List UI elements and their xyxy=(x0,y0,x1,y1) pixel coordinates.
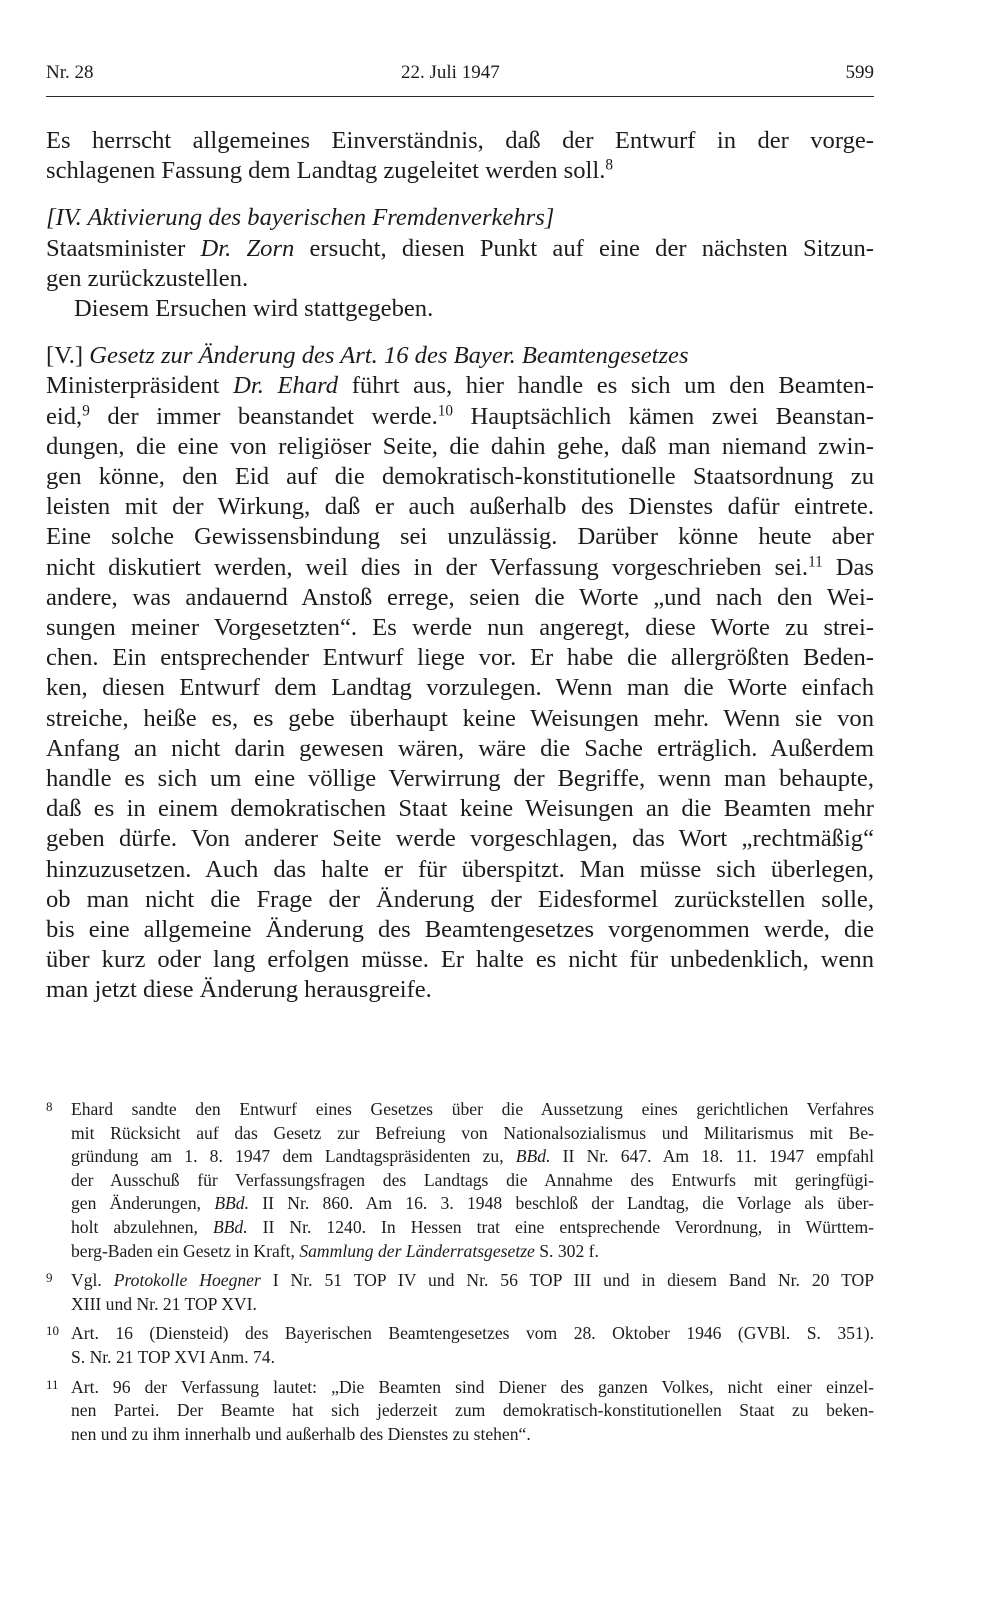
document-date: 22. Juli 1947 xyxy=(401,62,500,83)
main-text xyxy=(46,126,874,1023)
page-number: 599 xyxy=(845,62,874,83)
section-v-heading: [V.] Gesetz zur Änderung des Art. 16 des Bayer. Beamtengesetzes xyxy=(46,342,689,370)
footnote-number: 10 xyxy=(46,1323,59,1339)
running-header xyxy=(46,58,874,98)
text-line: ob man nicht die Frage der Änderung der Eidesformel zurückstellen solle, xyxy=(46,885,874,913)
text-line: Eine solche Gewissensbindung sei unzulässig. Darüber könne heute aber xyxy=(46,523,874,551)
section-iv-heading: [IV. Aktivierung des bayerischen Fremdenverkehrs] xyxy=(46,204,555,232)
text-line: über kurz oder lang erfolgen müsse. Er halte es nicht für unbedenklich, wenn xyxy=(46,946,874,974)
text-line: andere, was andauernd Anstoß errege, seien die Worte „und nach den Wei- xyxy=(46,583,874,611)
footnote-number: 11 xyxy=(46,1376,59,1392)
text-line: Es herrscht allgemeines Einverständnis, daß der Entwurf in der vorge- xyxy=(46,127,874,154)
text-line: streiche, heiße es, es gebe überhaupt keine Weisungen mehr. Wenn sie von xyxy=(46,704,874,732)
section-iv xyxy=(46,203,874,324)
section-v-body xyxy=(46,371,874,1005)
text-line: bis eine allgemeine Änderung des Beamtengesetzes vorgenommen werde, die xyxy=(46,916,874,944)
footnote-number: 9 xyxy=(46,1270,53,1286)
text-line: Diesem Ersuchen wird stattgegeben. xyxy=(74,295,434,323)
footnote-ref-9: 9 xyxy=(82,402,90,420)
text-line: hinzuzusetzen. Auch das halte er für überspitzt. Man müsse sich überlegen, xyxy=(46,855,874,883)
text-line: gen könne, den Eid auf die demokratisch-konstitutionelle Staatsordnung zu xyxy=(46,463,874,491)
footnote-8: 8 Ehard sandte den Entwurf eines Gesetzes über die Aussetzung eines gerichtlichen Verfahres mit Rücksicht auf das Gesetz zur Befreiung von Nationalsozialismus und Militarismus mit Be- gründung am 1. 8. 1947 dem Landtagspräsidenten zu, BBd. II Nr. 647. Am 18. 11. 1947 empfahl der Ausschuß für Verfassungsfragen des Landtags die Annahme des Entwurfs mit geringfügi- gen Änderungen, BBd. II Nr. 860. Am 16. 3. 1948 beschloß der Landtag, die Vorlage als über- holt abzulehnen, BBd. II Nr. 1240. In Hessen trat eine entsprechende Verordnung, in Württem- berg-Baden ein Gesetz in Kraft, Sammlung der Länderratsgesetze S. 302 f. xyxy=(46,1098,874,1263)
text-line: daß es in einem demokratischen Staat keine Weisungen an die Beamten mehr xyxy=(46,795,874,823)
text-line: dungen, die eine von religiöser Seite, die dahin gehe, daß man niemand zwin- xyxy=(46,432,874,460)
text-line: Staatsminister Dr. Zorn ersucht, diesen Punkt auf eine der nächsten Sitzun- xyxy=(46,234,874,262)
text-line: gen zurückzustellen. xyxy=(46,264,249,292)
text-line: leisten mit der Wirkung, daß er auch außerhalb des Dienstes dafür eintrete. xyxy=(46,493,874,521)
paragraph-agreement xyxy=(46,126,874,186)
footnotes xyxy=(46,1098,874,1452)
footnote-ref-11: 11 xyxy=(808,553,823,571)
footnote-ref-10: 10 xyxy=(437,402,453,420)
document-number: Nr. 28 xyxy=(46,62,94,83)
text-line: Anfang an nicht darin gewesen wären, wäre die Sache erträglich. Außerdem xyxy=(46,734,874,762)
section-v xyxy=(46,341,874,1005)
text-line: sungen meiner Vorgesetzten“. Es werde nun angeregt, diese Worte zu strei- xyxy=(46,614,874,642)
text-line: man jetzt diese Änderung herausgreife. xyxy=(46,976,432,1004)
footnote-number: 8 xyxy=(46,1099,53,1114)
text-line: nicht diskutiert werden, weil dies in der Verfassung vorgeschrieben sei.$^{11}$ Das xyxy=(46,553,875,581)
footnote-9: 9 Vgl. Protokolle Hoegner I Nr. 51 TOP IV und Nr. 56 TOP III und in diesem Band Nr. 20 TOP XIII und Nr. 21 TOP XVI. xyxy=(46,1269,874,1316)
header-rule xyxy=(46,96,874,97)
text-line: chen. Ein entsprechender Entwurf liege vor. Er habe die allergrößten Beden- xyxy=(46,644,874,672)
text-line: ken, diesen Entwurf dem Landtag vorzulegen. Wenn man die Worte einfach xyxy=(46,674,874,702)
footnote-11: 11 Art. 96 der Verfassung lautet: „Die Beamten sind Diener des ganzen Volkes, nicht einer einzel- nen Partei. Der Beamte hat sich jederzeit zum demokratisch-konstitutionellen Staat zu beken- nen und zu ihm innerhalb und außerhalb des Dienstes zu stehen“. xyxy=(46,1376,874,1447)
text-line: handle es sich um eine völlige Verwirrung der Begriffe, wenn man behaupte, xyxy=(46,765,874,793)
footnote-10: 10 Art. 16 (Diensteid) des Bayerischen Beamtengesetzes vom 28. Oktober 1946 (GVBl. S. 351). S. Nr. 21 TOP XVI Anm. 74. xyxy=(46,1322,874,1369)
text-line: schlagenen Fassung dem Landtag zugeleitet werden soll.$^8$ xyxy=(46,156,613,185)
footnote-ref-8: 8 xyxy=(605,156,613,174)
text-line: eid,$^9$ der immer beanstandet werde.$^{10}$ Hauptsächlich kämen zwei Beanstan- xyxy=(46,402,874,430)
text-line: geben dürfe. Von anderer Seite werde vorgeschlagen, das Wort „rechtmäßig“ xyxy=(46,825,874,853)
text-line: Ministerpräsident Dr. Ehard führt aus, hier handle es sich um den Beamten- xyxy=(46,372,874,400)
